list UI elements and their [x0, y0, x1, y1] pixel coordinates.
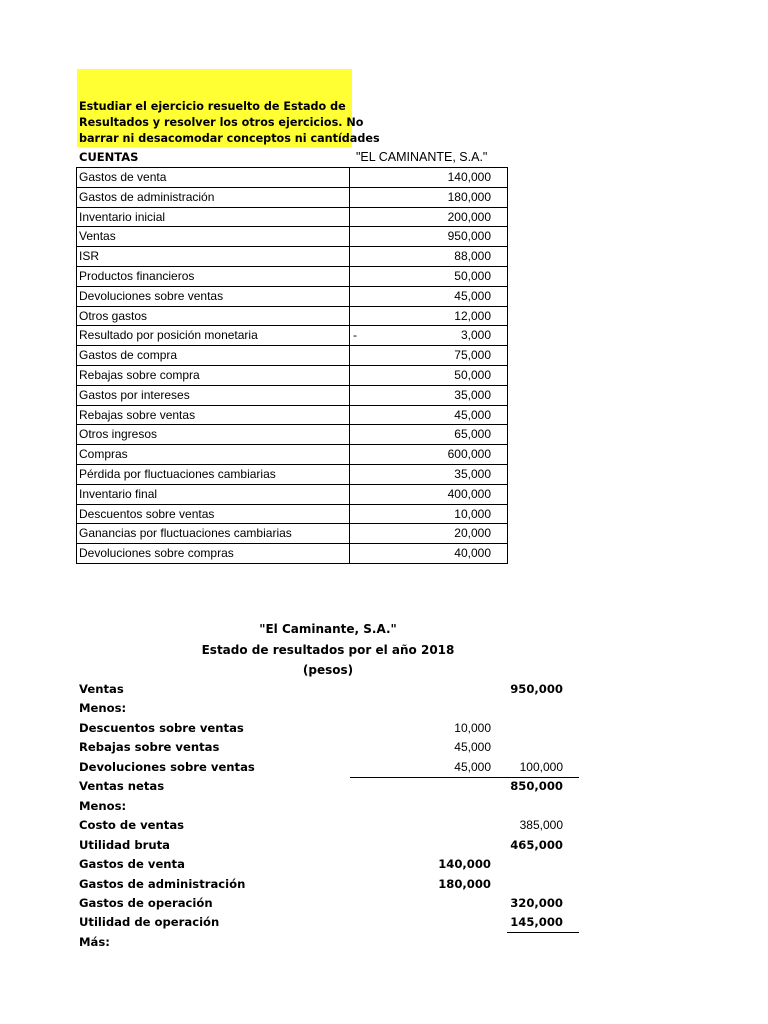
account-row [77, 346, 508, 366]
statement-title: Estado de resultados por el año 2018 [201, 643, 455, 657]
account-name: Gastos de administración [77, 188, 350, 208]
statement-total-amount: 465,000 [510, 837, 563, 852]
account-value: 45,000 [454, 288, 491, 303]
account-value: 3,000 [460, 328, 491, 343]
account-value: 35,000 [454, 387, 491, 402]
statement-row [79, 933, 579, 953]
instruction-line: barrar ni desacomodar conceptos ni cantídades [79, 132, 380, 145]
account-name: Inventario final [77, 485, 350, 505]
statement-units: (pesos) [302, 663, 354, 677]
account-value-cell [350, 188, 508, 208]
account-value: 400,000 [447, 486, 491, 501]
account-value-cell [350, 247, 508, 267]
account-value: 65,000 [454, 427, 491, 442]
statement-label: Utilidad de operación [79, 915, 220, 930]
statement-row [79, 797, 579, 817]
account-name: Pérdida por fluctuaciones cambiarias [77, 465, 350, 485]
statement-label: Menos: [79, 701, 127, 716]
statement-detail-amount: 45,000 [454, 759, 491, 774]
account-name: Ventas [77, 227, 350, 247]
account-name: Gastos de venta [77, 168, 350, 188]
account-name: Descuentos sobre ventas [77, 505, 350, 525]
statement-total-amount: 100,000 [519, 759, 563, 774]
account-name: Resultado por posición monetaria [77, 326, 350, 346]
statement-label: Rebajas sobre ventas [79, 740, 220, 755]
account-row [77, 505, 508, 525]
account-value-cell [350, 326, 508, 346]
statement-total-amount: 145,000 [510, 915, 563, 930]
account-value: 600,000 [447, 447, 491, 462]
account-row [77, 326, 508, 346]
statement-row [79, 699, 579, 719]
statement-row [79, 680, 579, 700]
account-value: 140,000 [447, 170, 491, 184]
account-value-cell [350, 168, 508, 188]
statement-total-amount: 320,000 [510, 895, 563, 910]
account-row [77, 227, 508, 247]
account-name: Gastos de compra [77, 346, 350, 366]
accounts-table [76, 167, 508, 564]
account-row [77, 465, 508, 485]
account-row [77, 524, 508, 544]
instruction-line: Resultados y resolver los otros ejercicios. No [79, 116, 364, 129]
statement-detail-amount: 10,000 [454, 720, 491, 735]
account-name: Rebajas sobre compra [77, 366, 350, 386]
statement-row [79, 894, 579, 914]
total-rule [507, 932, 579, 933]
statement-row [79, 777, 579, 797]
account-name: Ganancias por fluctuaciones cambiarias [77, 524, 350, 544]
statement-label: Descuentos sobre ventas [79, 720, 244, 735]
accounts-header-label: CUENTAS [79, 150, 139, 164]
account-row [77, 386, 508, 406]
account-value: 20,000 [454, 526, 491, 541]
statement-row [79, 855, 579, 875]
account-row [77, 406, 508, 426]
account-value: 180,000 [447, 189, 491, 204]
statement-row [79, 758, 579, 778]
account-value: 88,000 [454, 249, 491, 264]
subtotal-rule [350, 777, 579, 778]
statement-detail-amount: 140,000 [438, 857, 491, 872]
account-row [77, 247, 508, 267]
account-value-cell [350, 544, 508, 564]
statement-row [79, 738, 579, 758]
instruction-note [77, 69, 380, 147]
statement-detail-amount: 45,000 [454, 740, 491, 755]
account-value-cell [350, 406, 508, 426]
account-value: 12,000 [454, 308, 491, 323]
account-value-cell [350, 465, 508, 485]
account-value: 200,000 [447, 209, 491, 224]
account-name: ISR [77, 247, 350, 267]
account-row [77, 267, 508, 287]
statement-label: Devoluciones sobre ventas [79, 759, 255, 774]
account-value: 10,000 [454, 506, 491, 521]
company-header: "EL CAMINANTE, S.A." [356, 150, 488, 164]
statement-label: Ventas [79, 682, 124, 696]
statement-label: Gastos de administración [79, 876, 246, 891]
instruction-line: Estudiar el ejercicio resuelto de Estado de [79, 100, 346, 113]
account-sign: - [353, 328, 357, 343]
statement-label: Más: [79, 934, 110, 949]
account-value-cell [350, 227, 508, 247]
account-row [77, 445, 508, 465]
statement-company: "El Caminante, S.A." [259, 622, 397, 636]
account-row [77, 287, 508, 307]
account-name: Rebajas sobre ventas [77, 406, 350, 426]
account-value-cell [350, 505, 508, 525]
account-name: Devoluciones sobre ventas [77, 287, 350, 307]
statement-row [79, 913, 579, 933]
statement-label: Gastos de venta [79, 857, 185, 872]
account-name: Compras [77, 445, 350, 465]
account-value-cell [350, 287, 508, 307]
statement-label: Ventas netas [79, 779, 165, 794]
account-value-cell [350, 485, 508, 505]
account-row [77, 168, 508, 188]
account-row [77, 188, 508, 208]
statement-label: Menos: [79, 798, 127, 813]
account-value-cell [350, 524, 508, 544]
statement-total-amount: 950,000 [510, 682, 563, 696]
account-row [77, 425, 508, 445]
statement-label: Costo de ventas [79, 818, 185, 833]
account-value: 40,000 [454, 546, 491, 561]
account-value: 950,000 [447, 229, 491, 244]
account-value-cell [350, 307, 508, 327]
account-name: Productos financieros [77, 267, 350, 287]
account-name: Inventario inicial [77, 208, 350, 228]
statement-row [79, 816, 579, 836]
account-value: 35,000 [454, 466, 491, 481]
account-value-cell [350, 346, 508, 366]
account-row [77, 366, 508, 386]
statement-detail-amount: 180,000 [438, 876, 491, 891]
account-value-cell [350, 425, 508, 445]
account-row [77, 208, 508, 228]
account-name: Gastos por intereses [77, 386, 350, 406]
statement-row [79, 875, 579, 895]
account-name: Otros ingresos [77, 425, 350, 445]
account-value: 50,000 [454, 268, 491, 283]
account-value-cell [350, 386, 508, 406]
account-value: 50,000 [454, 367, 491, 382]
account-row [77, 485, 508, 505]
statement-label: Utilidad bruta [79, 837, 170, 852]
statement-row [79, 719, 579, 739]
statement-label: Gastos de operación [79, 895, 213, 910]
account-value: 45,000 [454, 407, 491, 422]
account-value-cell [350, 366, 508, 386]
account-value: 75,000 [454, 348, 491, 363]
account-row [77, 544, 508, 564]
statement-total-amount: 385,000 [519, 818, 563, 833]
account-value-cell [350, 267, 508, 287]
statement-total-amount: 850,000 [510, 779, 563, 794]
account-name: Otros gastos [77, 307, 350, 327]
account-row [77, 307, 508, 327]
statement-row [79, 836, 579, 856]
account-value-cell [350, 208, 508, 228]
account-value-cell [350, 445, 508, 465]
account-name: Devoluciones sobre compras [77, 544, 350, 564]
